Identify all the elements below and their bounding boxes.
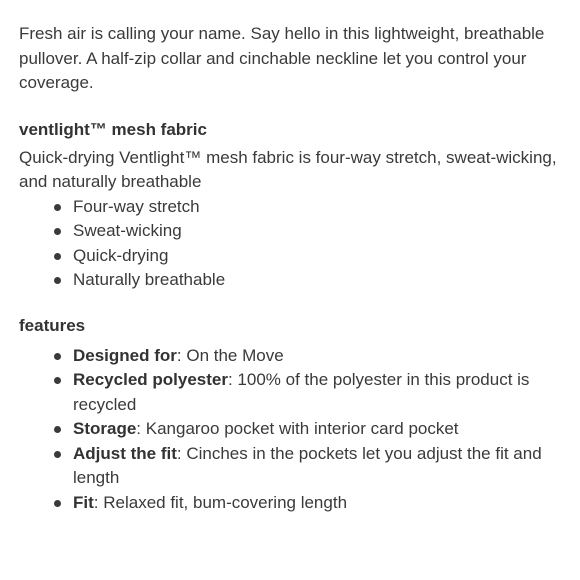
bullet-icon bbox=[54, 426, 61, 433]
features-heading: features bbox=[19, 315, 86, 335]
bullet-icon bbox=[54, 253, 61, 260]
bullet-icon bbox=[54, 377, 61, 384]
list-item: Sweat-wicking bbox=[73, 219, 559, 244]
feature-label: Recycled polyester bbox=[73, 370, 228, 389]
list-item bbox=[73, 368, 559, 417]
feature-value: : 100% of the polyester in this product is recycled bbox=[73, 370, 530, 414]
feature-label: Designed for bbox=[73, 345, 177, 365]
bullet-icon bbox=[54, 204, 61, 211]
bullet-icon bbox=[54, 353, 61, 360]
fabric-list bbox=[19, 195, 559, 293]
feature-value: : Relaxed fit, bum-covering length bbox=[93, 492, 348, 512]
list-item: Naturally breathable bbox=[73, 268, 559, 293]
list-item bbox=[73, 491, 559, 516]
fabric-heading: ventlight™ mesh fabric bbox=[19, 119, 207, 139]
feature-value: : On the Move bbox=[176, 345, 284, 365]
feature-value: : Kangaroo pocket with interior card pocket bbox=[136, 419, 459, 438]
list-item bbox=[73, 442, 559, 491]
list-item: Four-way stretch bbox=[73, 195, 559, 220]
bullet-icon bbox=[54, 451, 61, 458]
features-list bbox=[19, 344, 559, 516]
feature-label: Adjust the fit bbox=[73, 443, 177, 463]
list-item bbox=[73, 417, 559, 442]
fabric-description: Quick-drying Ventlight™ mesh fabric is four-way stretch, sweat-wicking, and naturally breathable bbox=[19, 147, 557, 191]
bullet-icon bbox=[54, 277, 61, 284]
list-item: Quick-drying bbox=[73, 244, 559, 269]
feature-label: Storage bbox=[73, 419, 137, 438]
feature-value: : Cinches in the pockets let you adjust the fit and length bbox=[73, 443, 542, 487]
bullet-icon bbox=[54, 500, 61, 507]
feature-label: Fit bbox=[73, 492, 94, 512]
intro-text: Fresh air is calling your name. Say hello in this lightweight, breathable pullover. A half-zip collar and cinchable neckline let you control your coverage. bbox=[19, 24, 545, 92]
bullet-icon bbox=[54, 228, 61, 235]
list-item bbox=[73, 344, 559, 369]
product-description bbox=[19, 22, 559, 515]
